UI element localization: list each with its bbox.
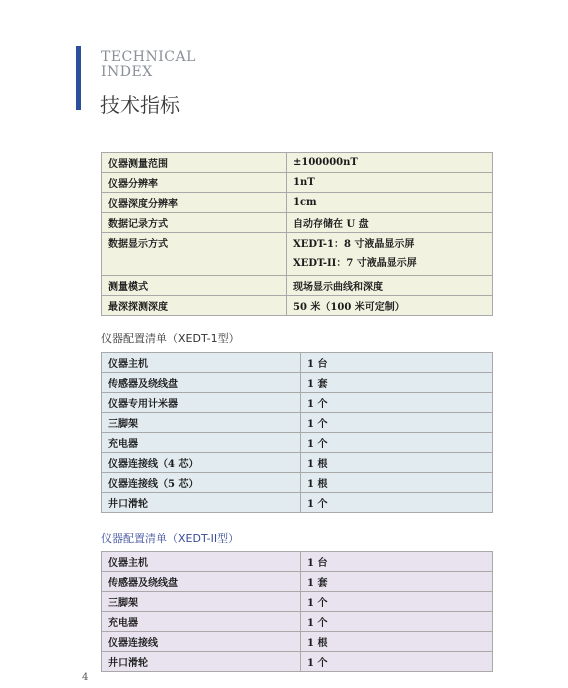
spec-value: 50 米（100 米可定制） <box>287 296 493 316</box>
table-row <box>102 213 493 233</box>
spec-value-line: XEDT-II：7 寸液晶显示屏 <box>293 258 417 269</box>
spec-label: 测量模式 <box>102 276 287 296</box>
title-en-line1: TECHNICAL <box>101 49 196 65</box>
item-name: 充电器 <box>102 612 301 632</box>
item-qty: 1 个 <box>301 393 493 413</box>
spec-value: ±100000nT <box>287 153 493 173</box>
item-qty: 1 根 <box>301 453 493 473</box>
section-title-english <box>101 50 196 80</box>
spec-value: 自动存储在 U 盘 <box>287 213 493 233</box>
table-row <box>102 612 493 632</box>
item-name: 三脚架 <box>102 592 301 612</box>
tech-spec-table <box>101 152 493 316</box>
table-row <box>102 233 493 276</box>
table-row <box>102 493 493 513</box>
spec-label: 数据记录方式 <box>102 213 287 233</box>
item-qty: 1 台 <box>301 552 493 572</box>
config-list-title-1: 仪器配置清单（XEDT-1型） <box>101 332 240 345</box>
spec-value <box>287 233 493 276</box>
spec-value: 1nT <box>287 173 493 193</box>
item-name: 仪器连接线（5 芯） <box>102 473 301 493</box>
table-row <box>102 296 493 316</box>
config-table-2 <box>101 551 493 672</box>
item-qty: 1 个 <box>301 592 493 612</box>
item-name: 仪器连接线（4 芯） <box>102 453 301 473</box>
item-name: 三脚架 <box>102 413 301 433</box>
page-number: 4 <box>82 672 89 683</box>
item-qty: 1 个 <box>301 652 493 672</box>
item-qty: 1 个 <box>301 493 493 513</box>
item-name: 传感器及绕线盘 <box>102 572 301 592</box>
table-row <box>102 173 493 193</box>
item-name: 仪器专用计米器 <box>102 393 301 413</box>
item-name: 井口滑轮 <box>102 493 301 513</box>
spec-label: 仪器深度分辨率 <box>102 193 287 213</box>
title-en-line2: INDEX <box>101 64 153 80</box>
config-list-title-2: 仪器配置清单（XEDT-II型） <box>101 532 240 545</box>
accent-bar <box>76 46 81 110</box>
item-name: 传感器及绕线盘 <box>102 373 301 393</box>
item-name: 井口滑轮 <box>102 652 301 672</box>
item-qty: 1 根 <box>301 632 493 652</box>
spec-value: 1cm <box>287 193 493 213</box>
config-table-1 <box>101 352 493 513</box>
table-row <box>102 373 493 393</box>
page-title: 技术指标 <box>100 93 180 117</box>
item-name: 仪器主机 <box>102 353 301 373</box>
table-row <box>102 552 493 572</box>
spec-label: 数据显示方式 <box>102 233 287 276</box>
item-qty: 1 个 <box>301 413 493 433</box>
item-name: 仪器连接线 <box>102 632 301 652</box>
spec-value-line: XEDT-1：8 寸液晶显示屏 <box>293 239 415 250</box>
table-row <box>102 652 493 672</box>
item-qty: 1 台 <box>301 353 493 373</box>
spec-label: 最深探测深度 <box>102 296 287 316</box>
table-row <box>102 433 493 453</box>
spec-label: 仪器分辨率 <box>102 173 287 193</box>
table-row <box>102 276 493 296</box>
table-row <box>102 153 493 173</box>
item-name: 充电器 <box>102 433 301 453</box>
table-row <box>102 453 493 473</box>
table-row <box>102 193 493 213</box>
table-row <box>102 632 493 652</box>
item-qty: 1 套 <box>301 572 493 592</box>
table-row <box>102 393 493 413</box>
item-qty: 1 根 <box>301 473 493 493</box>
table-row <box>102 353 493 373</box>
item-name: 仪器主机 <box>102 552 301 572</box>
item-qty: 1 个 <box>301 433 493 453</box>
item-qty: 1 套 <box>301 373 493 393</box>
item-qty: 1 个 <box>301 612 493 632</box>
table-row <box>102 413 493 433</box>
spec-label: 仪器测量范围 <box>102 153 287 173</box>
table-row <box>102 473 493 493</box>
table-row <box>102 592 493 612</box>
spec-value: 现场显示曲线和深度 <box>287 276 493 296</box>
table-row <box>102 572 493 592</box>
